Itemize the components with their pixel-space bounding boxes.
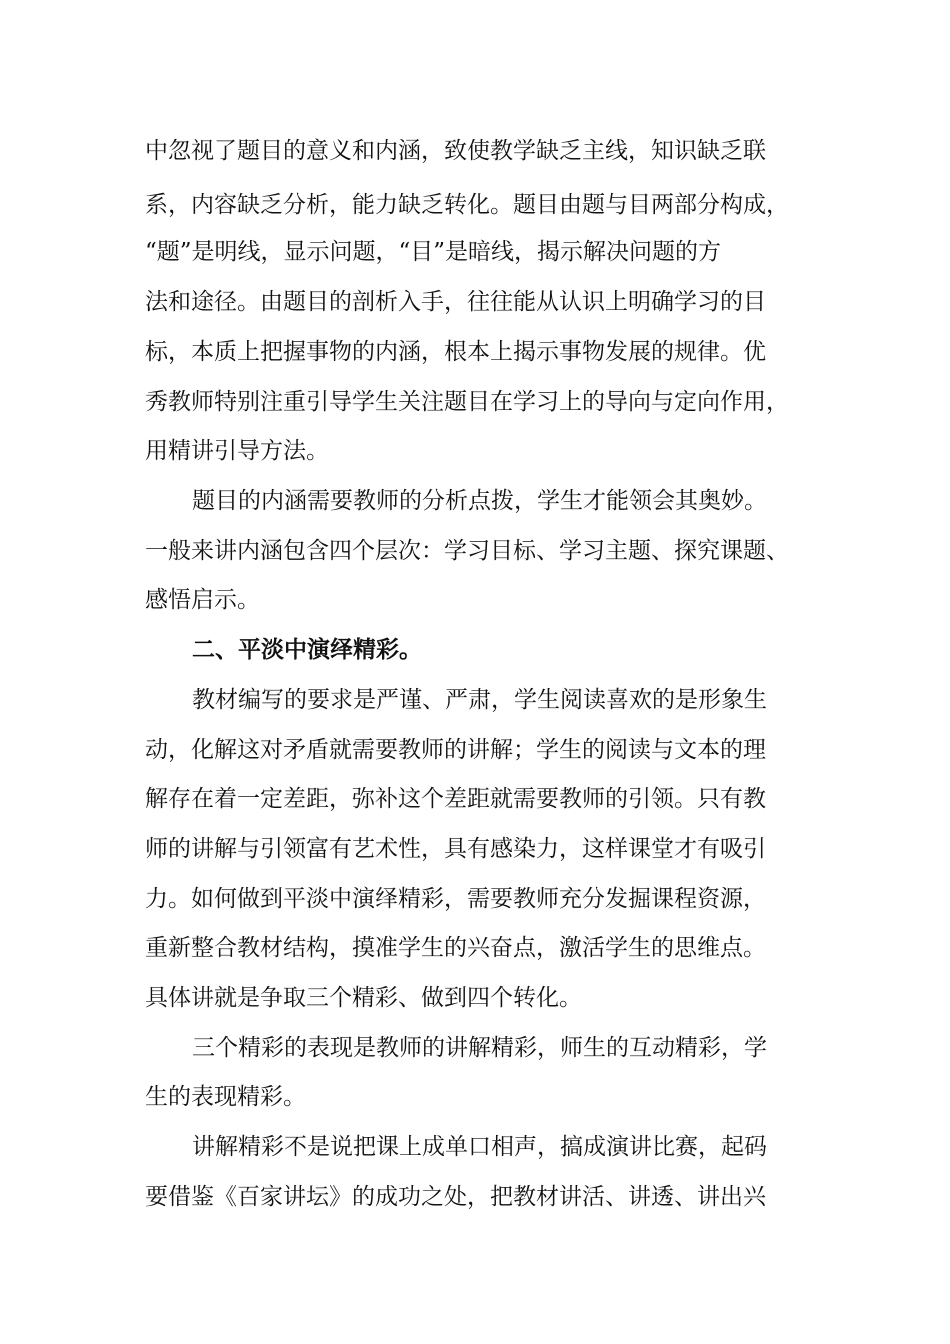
text-line: 要借鉴《百家讲坛》的成功之处，把教材讲活、讲透、讲出兴 — [145, 1184, 766, 1210]
text-line: 感悟启示。 — [145, 587, 260, 613]
paragraph-first-line: 教材编写的要求是严谨、严肃，学生阅读喜欢的是形象生 — [192, 687, 767, 713]
text-line: 法和途径。由题目的剖析入手，往往能从认识上明确学习的目 — [145, 289, 766, 315]
paragraph-first-line: 三个精彩的表现是教师的讲解精彩，师生的互动精彩，学 — [192, 1035, 767, 1061]
section-heading: 二、平淡中演绎精彩。 — [192, 636, 422, 663]
text-line: 标，本质上把握事物的内涵，根本上揭示事物发展的规律。优 — [145, 339, 766, 365]
text-line: 重新整合教材结构，摸准学生的兴奋点，激活学生的思维点。 — [145, 935, 766, 961]
text-line: 用精讲引导方法。 — [145, 438, 329, 464]
text-line: 力。如何做到平淡中演绎精彩，需要教师充分发掘课程资源， — [145, 886, 766, 912]
text-line: 一般来讲内涵包含四个层次：学习目标、学习主题、探究课题、 — [145, 538, 789, 564]
text-line: 师的讲解与引领富有艺术性，具有感染力，这样课堂才有吸引 — [145, 836, 766, 862]
text-line: 中忽视了题目的意义和内涵，致使教学缺乏主线，知识缺乏联 — [145, 138, 766, 164]
text-line: “题”是明线，显示问题，“目”是暗线，揭示解决问题的方 — [145, 239, 722, 265]
text-line: 具体讲就是争取三个精彩、做到四个转化。 — [145, 985, 582, 1011]
text-line: 生的表现精彩。 — [145, 1084, 306, 1110]
text-line: 动，化解这对矛盾就需要教师的讲解；学生的阅读与文本的理 — [145, 737, 766, 763]
paragraph-first-line: 讲解精彩不是说把课上成单口相声，搞成演讲比赛，起码 — [192, 1134, 767, 1160]
paragraph-first-line: 题目的内涵需要教师的分析点拨，学生才能领会其奥妙。 — [192, 488, 767, 514]
text-line: 系，内容缺乏分析，能力缺乏转化。题目由题与目两部分构成， — [145, 192, 789, 218]
text-line: 秀教师特别注重引导学生关注题目在学习上的导向与定向作用， — [145, 389, 789, 415]
text-line: 解存在着一定差距，弥补这个差距就需要教师的引领。只有教 — [145, 786, 766, 812]
